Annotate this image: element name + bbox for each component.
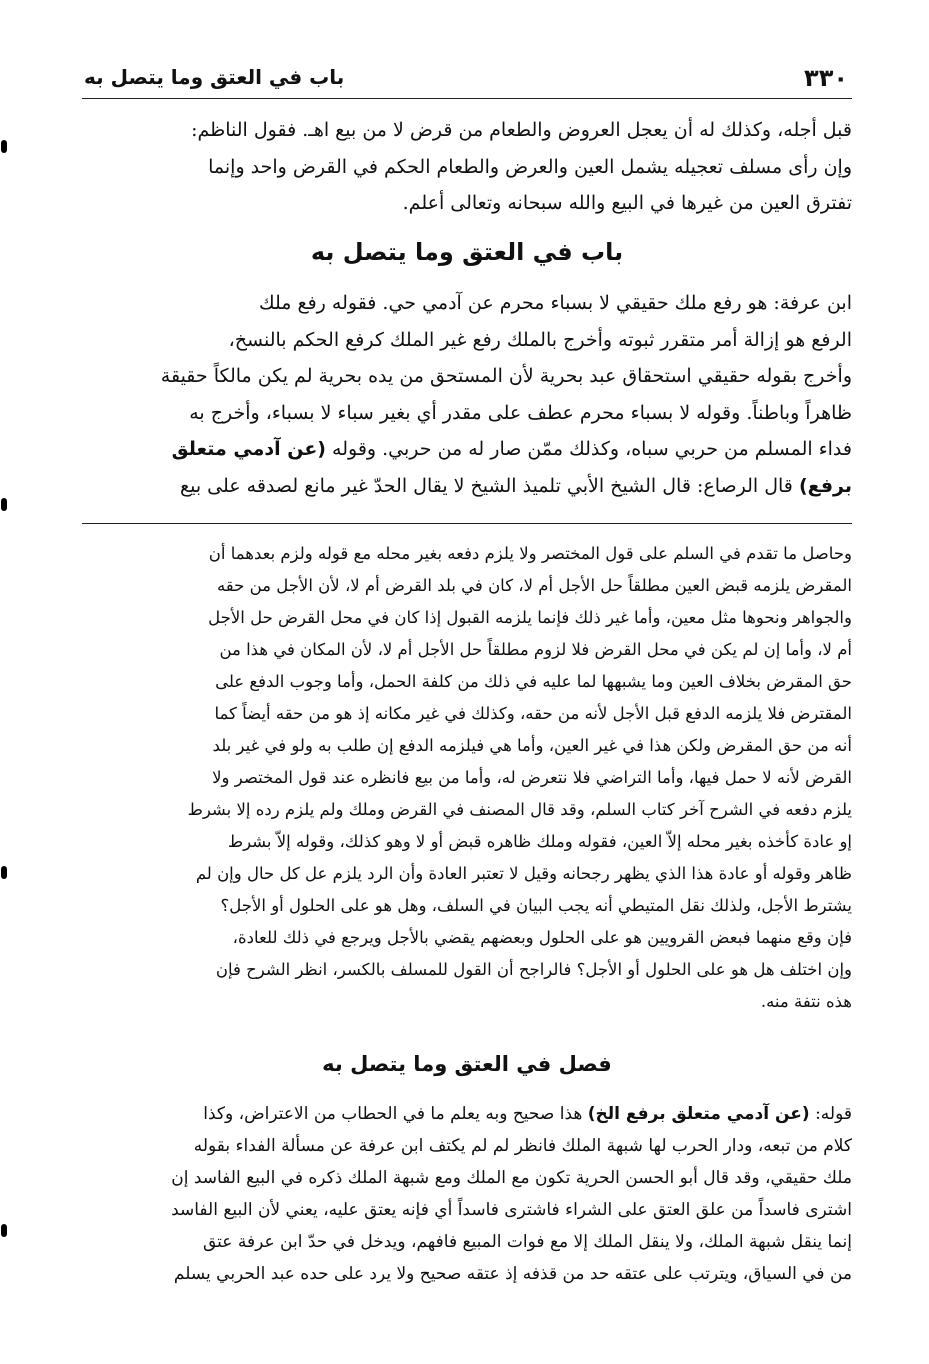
- running-header: [82, 62, 852, 99]
- text-line: قبل أجله، وكذلك له أن يعجل العروض والطعام من قرض لا من بيع اهـ. فقول الناظم:: [191, 119, 852, 141]
- scan-mark: [1, 866, 7, 879]
- footnote-line: فإن وقع منهما فبعض القرويين هو على الحلول وبعضهم يقضي بالأجل ويرجع في ذلك للعادة،: [232, 928, 852, 947]
- footnote-line: إو عادة كأخذه بغير محله إلاّ العين، فقوله وملك ظاهره قبض أو لا وهو كذلك، وقوله إلاّ بشرط: [227, 832, 852, 851]
- chapter-body: [82, 285, 852, 504]
- footnote-line: القرض لأنه لا حمل فيها، وأما التراضي فلا نتعرض له، وأما من بيع فانظره عند قول المختصر ولا: [212, 768, 852, 787]
- footnote-block: [82, 538, 852, 1018]
- scan-mark: [1, 140, 7, 153]
- text-line: ملك حقيقي، وقد قال أبو الحسن الحرية تكون مع الملك ومع شبهة الملك ذكره في البيع الفاسد إن: [171, 1168, 852, 1188]
- text-line: الرفع هو إزالة أمر متقرر ثبوته وأخرج بالملك رفع غير الملك كرفع الحكم بالنسخ،: [228, 328, 852, 351]
- footnote-line: أنه من حق المقرض ولكن هذا في غير العين، وأما هي فيلزمه الدفع إن طلب به ولو في غير بلد: [212, 736, 852, 755]
- text-segment: هذا صحيح وبه يعلم ما في الحطاب من الاعتراض، وكذا: [203, 1104, 583, 1124]
- text-line: وإن رأى مسلف تعجيله يشمل العين والعرض والطعام الحكم في القرض واحد وإنما: [208, 155, 852, 178]
- text-line: وأخرج بقوله حقيقي استحقاق عبد بحرية لأن المستحق من يده بحرية لم يكن مالكاً حقيقة: [160, 365, 852, 387]
- text-line: اشترى فاسداً من علق العتق على الشراء فاشترى فاسداً أي فإنه يعتق عليه، يعني لأن البيع الفاسد: [171, 1200, 852, 1220]
- text-line: [82, 1098, 852, 1130]
- footnote-line: وإن اختلف هل هو على الحلول أو الأجل؟ فالراجح أن القول للمسلف بالكسر، انظر الشرح فإن: [215, 960, 852, 979]
- page-number: ٣٣٠: [804, 64, 848, 92]
- footnote-line: أم لا، وأما إن لم يكن في محل القرض فلا لزوم مطلقاً حل الأجل أم لا، لأن المكان في هذا من: [219, 640, 852, 659]
- bold-quote: برفع): [798, 474, 852, 497]
- chapter-heading: باب في العتق وما يتصل به: [310, 238, 624, 266]
- text-line: كلام من تبعه، ودار الحرب لها شبهة الملك فانظر لم لم يكتف ابن عرفة عن مسألة الفداء بقوله: [193, 1136, 852, 1156]
- footnote-line: يشترط الأجل، ولذلك نقل المتيطي أنه يجب البيان في السلف، وهل هو على الحلول أو الأجل؟: [220, 896, 852, 915]
- scan-mark: [1, 498, 7, 511]
- footnote-divider: [82, 523, 852, 524]
- text-line: [82, 431, 852, 468]
- footnote-line: يلزم دفعه في الشرح آخر كتاب السلم، وقد قال المصنف في القرض وملك ولم يلزم رده إلا بشرط: [187, 800, 852, 819]
- footnote-line: وحاصل ما تقدم في السلم على قول المختصر ولا يلزم دفعه بغير محله مع قوله ولزم بعدهما أن: [208, 544, 852, 563]
- footnote-line: المقرض يلزمه قبض العين مطلقاً حل الأجل أم لا، كان في بلد القرض أم لا، لأن الأجل من حقه: [216, 576, 852, 595]
- text-line: [82, 468, 852, 505]
- running-title: باب في العتق وما يتصل به: [84, 65, 345, 89]
- text-line: إنما ينقل شبهة الملك، ولا ينقل الملك إلا مع فوات المبيع فافهم، ويدخل في حدّ ابن عرفة عتق: [203, 1232, 852, 1252]
- footnote-line: حق المقرض بخلاف العين وما يشبهها لما عليه في ذلك من كلفة الحمل، وأما وجوب الدفع على: [215, 672, 852, 691]
- footnote-line: هذه نتفة منه.: [760, 992, 852, 1011]
- section-body: [82, 1098, 852, 1290]
- bold-quote: (عن آدمي متعلق برفع الخ): [587, 1104, 810, 1124]
- text-line: من في السياق، ويترتب على عتقه حد من قذفه إذ عتقه صحيح ولا يرد على حده عبد الحربي يسلم: [173, 1264, 852, 1284]
- footnote-line: والجواهر ونحوها مثل معين، وأما غير ذلك فإنما يلزمه القبول إذا كان في محل القرض حل الأجل: [208, 608, 852, 627]
- section-heading: فصل في العتق وما يتصل به: [322, 1052, 612, 1076]
- intro-paragraph: [82, 112, 852, 222]
- text-segment: قال الرصاع: قال الشيخ الأبي تلميذ الشيخ لا يقال الحدّ غير مانع لصدقه على بيع: [179, 474, 793, 497]
- footnote-line: المقترض فلا يلزمه الدفع قبل الأجل لأنه من حقه، وكذلك في غير مكانه إذ هو من حقه أيضاً كما: [214, 704, 852, 723]
- scan-mark: [1, 1224, 7, 1237]
- text-segment: فداء المسلم من حربي سباه، وكذلك ممّن صار له من حربي. وقوله: [332, 438, 852, 460]
- footnote-line: ظاهر وقوله أو عادة هذا الذي يظهر رجحانه وقيل لا تعتبر العادة وأن الرد يلزم عل كل حال وإن لم: [195, 864, 852, 883]
- text-line: ابن عرفة: هو رفع ملك حقيقي لا بسباء محرم عن آدمي حي. فقوله رفع ملك: [258, 292, 852, 314]
- text-line: تفترق العين من غيرها في البيع والله سبحانه وتعالى أعلم.: [402, 192, 852, 214]
- bold-quote: (عن آدمي متعلق: [171, 438, 326, 460]
- text-segment: قوله:: [815, 1104, 852, 1124]
- text-line: ظاهراً وباطناً. وقوله لا بسباء محرم عطف على مقدر أي بغير سباء لا بسباء، وأخرج به: [189, 401, 852, 424]
